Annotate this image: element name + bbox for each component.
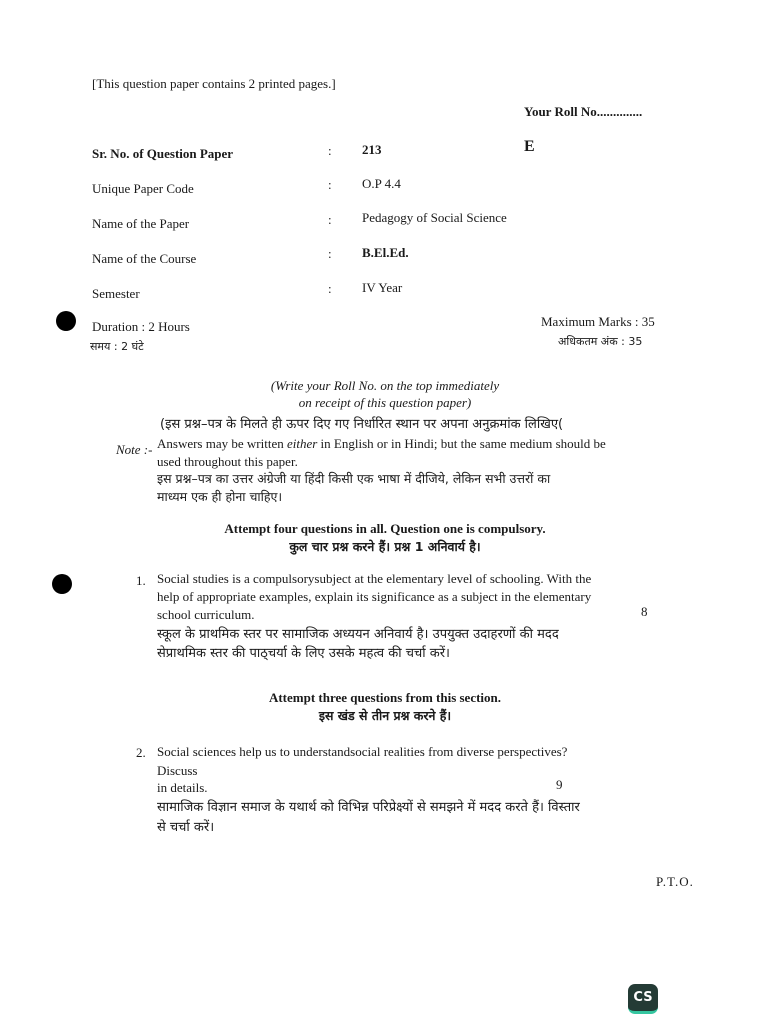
question1-line1: Social studies is a compulsorysubject at the elementary level of schooling. With the xyxy=(157,571,592,586)
info-colon: : xyxy=(328,212,332,227)
info-value-semester: IV Year xyxy=(362,280,403,295)
duration-en: Duration : 2 Hours xyxy=(92,319,190,334)
duration-hi: समय : 2 घंटे xyxy=(90,340,144,353)
punch-hole-mark xyxy=(52,574,72,594)
question2-line2: Discuss xyxy=(157,763,198,778)
note-en-line2: used throughout this paper. xyxy=(157,454,298,469)
pages-note: [This question paper contains 2 printed pages.] xyxy=(92,76,336,91)
note-en-line1: Answers may be written either in English or in Hindi; but the same medium should be xyxy=(157,436,606,451)
question1-hi-line1: स्कूल के प्राथमिक स्तर पर सामाजिक अध्ययन अनिवार्य है। उपयुक्त उदाहरणों की मदद xyxy=(157,627,559,642)
camscanner-logo: CS xyxy=(628,984,658,1014)
question2-marks: 9 xyxy=(556,777,563,792)
roll-instruction-en-line1: (Write your Roll No. on the top immediately xyxy=(270,378,500,393)
note-hi-line2: माध्यम एक ही होना चाहिए। xyxy=(157,489,283,504)
info-value-sr-no: 213 xyxy=(362,142,382,157)
question2-number: 2. xyxy=(136,745,146,760)
info-label-semester: Semester xyxy=(92,286,140,301)
punch-hole-mark xyxy=(56,311,76,331)
maximum-marks-hi: अधिकतम अंक : 35 xyxy=(558,335,643,348)
info-value-course-name: B.El.Ed. xyxy=(362,245,409,260)
section2-heading-en: Attempt three questions from this section. xyxy=(268,690,502,705)
section1-heading-en: Attempt four questions in all. Question one is compulsory. xyxy=(224,521,546,536)
note-either: either xyxy=(286,436,318,451)
info-label-paper-code: Unique Paper Code xyxy=(92,181,194,196)
question2-hi-line1: सामाजिक विज्ञान समाज के यथार्थ को विभिन्न परिप्रेक्ष्यों से समझने में मदद करते हैं। विस्तार xyxy=(157,800,580,815)
question1-line2: help of appropriate examples, explain its significance as a subject in the elementary xyxy=(157,589,592,604)
question2-line3: in details. xyxy=(157,780,208,795)
set-code: E xyxy=(524,138,535,155)
note-hi-line1: इस प्रश्न–पत्र का उत्तर अंग्रेजी या हिंदी किसी एक भाषा में दीजिये, लेकिन सभी उत्तरों का xyxy=(157,471,551,486)
section1-heading-hi: कुल चार प्रश्न करने हैं। प्रश्न 1 अनिवार्य है। xyxy=(289,539,481,554)
roll-number-field: Your Roll No.............. xyxy=(524,104,643,119)
info-label-sr-no: Sr. No. of Question Paper xyxy=(92,146,234,161)
question1-marks: 8 xyxy=(641,604,648,619)
question1-number: 1. xyxy=(136,573,146,588)
note-label: Note :- xyxy=(116,442,153,457)
maximum-marks-en: Maximum Marks : 35 xyxy=(541,314,655,329)
info-value-paper-name: Pedagogy of Social Science xyxy=(362,210,507,225)
question1-hi-line2: सेप्राथमिक स्तर की पाठ्चर्या के लिए उसके महत्व की चर्चा करें। xyxy=(157,646,450,661)
info-label-paper-name: Name of the Paper xyxy=(92,216,190,231)
pto-marker: P.T.O. xyxy=(656,874,694,889)
question1-line3: school curriculum. xyxy=(157,607,255,622)
info-colon: : xyxy=(328,177,332,192)
question2-line1: Social sciences help us to understandsocial realities from diverse perspectives? xyxy=(157,744,568,759)
section2-heading-hi: इस खंड से तीन प्रश्न करने हैं। xyxy=(318,708,452,723)
info-colon: : xyxy=(328,246,332,261)
info-colon: : xyxy=(328,281,332,296)
info-label-course-name: Name of the Course xyxy=(92,251,197,266)
info-value-paper-code: O.P 4.4 xyxy=(362,176,401,191)
info-colon: : xyxy=(328,143,332,158)
roll-instruction-en-line2: on receipt of this question paper) xyxy=(298,395,472,410)
roll-instruction-hi: (इस प्रश्न–पत्र के मिलते ही ऊपर दिए गए निर्धारित स्थान पर अपना अनुक्रमांक लिखिए( xyxy=(160,417,564,432)
question2-hi-line2: से चर्चा करें। xyxy=(157,820,215,835)
